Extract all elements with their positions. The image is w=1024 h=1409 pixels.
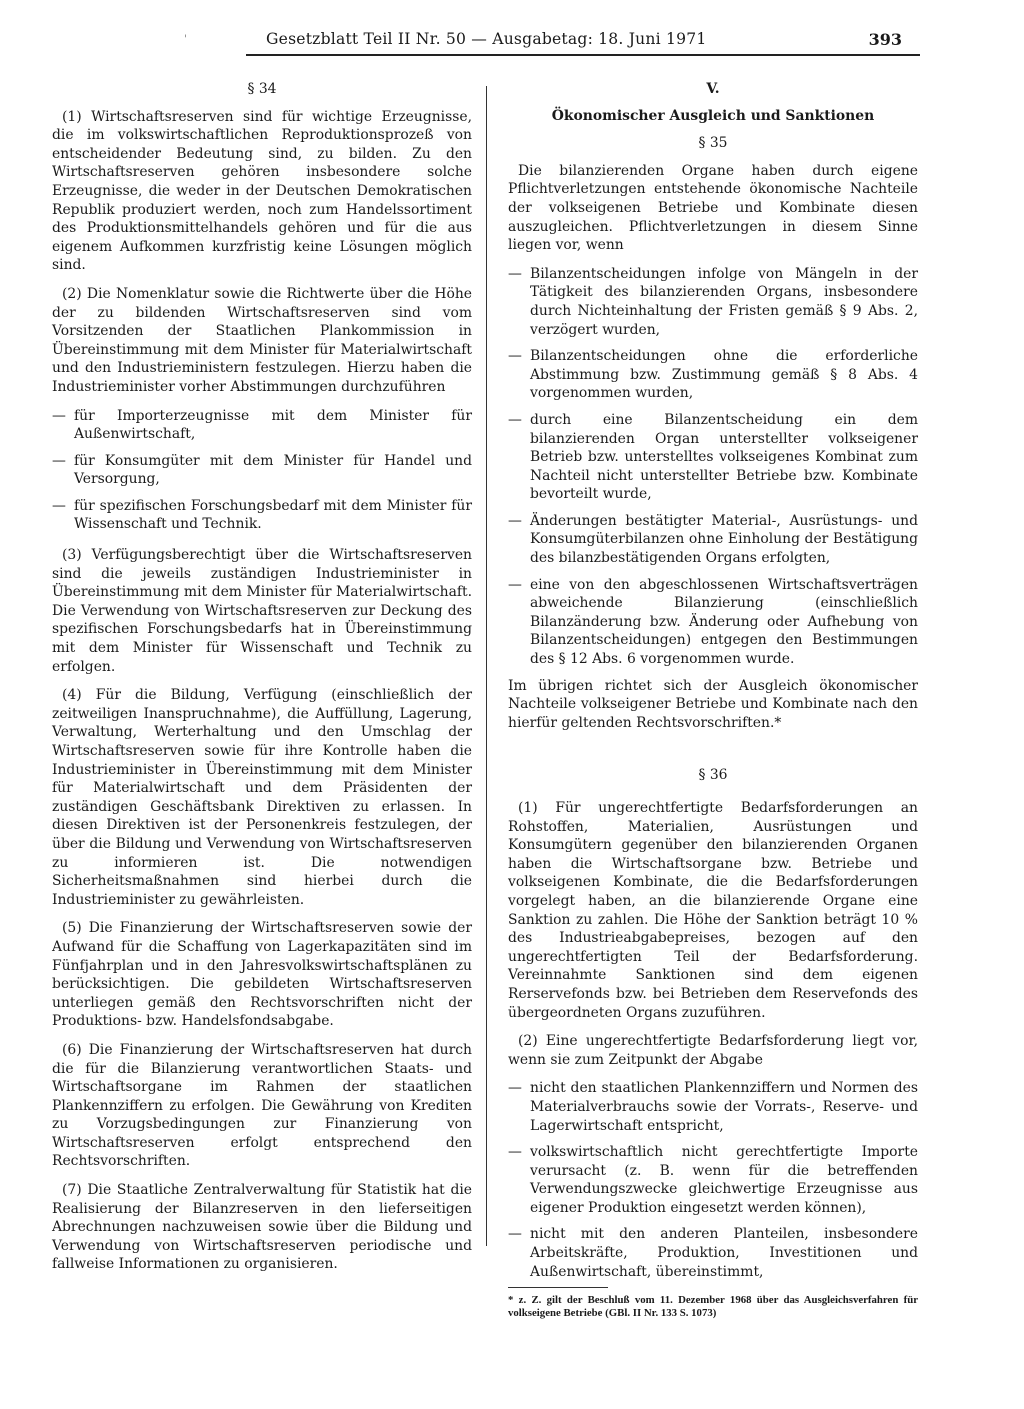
list-item xyxy=(52,452,472,489)
list-item-text: durch eine Bilanzentscheidung ein dem bilanzierenden Organ unterstellter volkseigener Betrieb bzw. unterstelltes volkseigenes Kombinat zum Nachteil nicht unterstellter Betriebe bzw. Kombinate bevorteilt wurde, xyxy=(530,411,918,503)
list-item-text: für Importerzeugnisse mit dem Minister für Außenwirtschaft, xyxy=(74,407,472,443)
list-item xyxy=(52,497,472,534)
section-35-heading: § 35 xyxy=(698,135,728,152)
s34-paragraph-4: (4) Für die Bildung, Verfügung (einschließlich der zeitweiligen Inanspruchnahme), die Auffüllung, Lagerung, Verwaltung, Werterhaltung und den Umschlag der Wirtschaftsreserven sowie für ihre Kontrolle haben die Industrieminister in Übereinstimmung mit dem Minister für Materialwirtschaft und dem Präsidenten der zuständigen Geschäftsbank Direktiven zu erlassen. In diesen Direktiven ist der Personenkreis festzulegen, der über die Bildung und Verwendung von Wirtschaftsreserven zu informieren ist. Die notwendigen Sicherheitsmaßnahmen sind hierbei durch die Industrieminister zu gewährleisten. xyxy=(52,687,472,908)
list-item xyxy=(52,407,472,444)
list-item xyxy=(508,1225,918,1281)
column-divider xyxy=(486,86,487,1246)
dash-marker: — xyxy=(508,1144,522,1161)
list-item xyxy=(508,512,918,568)
list-item-text: nicht mit den anderen Planteilen, insbesondere Arbeitskräfte, Produktion, Investitionen und Außenwirtschaft, übereinstimmt, xyxy=(530,1226,918,1280)
part-number: V. xyxy=(706,81,720,97)
list-item xyxy=(508,1079,918,1135)
footnote: * z. Z. gilt der Beschluß vom 11. Dezember 1968 über das Ausgleichsverfahren für volkseigene Betriebe (GBl. II Nr. 133 S. 1073) xyxy=(508,1294,918,1319)
dash-marker: — xyxy=(508,265,522,282)
list-item xyxy=(508,347,918,403)
dash-marker: — xyxy=(508,576,522,593)
dash-marker: — xyxy=(52,497,66,514)
left-column xyxy=(52,80,472,1284)
list-item-text: volkswirtschaftlich nicht gerechtfertigte Importe verursacht (z. B. wenn für die betreffenden Verwendungszwecke gleichwertige Erzeugnisse aus eigener Produktion eingesetzt werden können), xyxy=(530,1144,918,1216)
list-item-text: Bilanzentscheidungen infolge von Mängeln in der Tätigkeit des bilanzierenden Organs, insbesondere durch Nichteinhaltung der Fristen gemäß § 9 Abs. 2, verzögert wurden, xyxy=(530,265,918,338)
list-item-text: nicht den staatlichen Plankennziffern und Normen des Materialverbrauchs sowie der Vorrats-, Reserve- und Lagerwirtschaft entspricht, xyxy=(530,1080,918,1134)
s34-paragraph-6: (6) Die Finanzierung der Wirtschaftsreserven hat durch die für die Bilanzierung verantwortlichen Staats- und Wirtschaftsorgane im Rahmen der staatlichen Plankennziffern zu erfolgen. Die Gewährung von Krediten zu Vorzugsbedingungen zur Finanzierung von Wirtschaftsreserven erfolgt entsprechend den Rechtsvorschriften. xyxy=(52,1041,472,1170)
list-item xyxy=(508,1143,918,1217)
page-number: 393 xyxy=(868,30,902,49)
section-36-heading: § 36 xyxy=(698,767,728,784)
dash-marker: — xyxy=(508,348,522,365)
s36-paragraph-1: (1) Für ungerechtfertigte Bedarfsforderungen an Rohstoffen, Materialien, Ausrüstungen und Konsumgütern gegenüber den bilanzierenden Organen haben die Wirtschaftsorgane bzw. Betriebe und volkseigenen Kombinate, die die Bedarfsforderungen vorgelegt haben, an die bilanzierende Organe eine Sanktion zu zahlen. Die Höhe der Sanktion beträgt 10 % des Industrieabgabepreises, bezogen auf den ungerechtfertigten Teil der Bedarfsforderung. Vereinnahmte Sanktionen sind dem eigenen Rerservefonds bzw. bei Betrieben dem Reservefonds des übergeordneten Organs zuzuführen. xyxy=(508,800,918,1021)
list-item xyxy=(508,265,918,339)
spacer xyxy=(508,742,918,766)
list-item-text: Änderungen bestätigter Material-, Ausrüstungs- und Konsumgüterbilanzen ohne Einholung der Bestätigung des bilanzbestätigenden Organs erfolgten, xyxy=(530,512,918,567)
list-item-text: für Konsumgüter mit dem Minister für Handel und Versorgung, xyxy=(74,452,472,488)
footnote-rule xyxy=(508,1287,608,1288)
list-item-text: Bilanzentscheidungen ohne die erforderliche Abstimmung bzw. Zustimmung gemäß § 8 Abs. 4 vorgenommen wurden, xyxy=(530,348,918,402)
page-header xyxy=(246,30,902,54)
part-title: Ökonomischer Ausgleich und Sanktionen xyxy=(551,107,875,124)
dash-marker: — xyxy=(52,407,66,424)
section-34-heading: § 34 xyxy=(247,81,277,97)
dash-marker: — xyxy=(508,1226,522,1243)
dash-marker: — xyxy=(508,1080,522,1097)
s34-paragraph-3: (3) Verfügungsberechtigt über die Wirtschaftsreserven sind die jeweils zuständigen Industrieminister in Übereinstimmung mit dem Minister für Materialwirtschaft. Die Verwendung von Wirtschaftsreserven zur Deckung des spezifischen Forschungsbedarfs hat in Übereinstimmung mit dem Minister für Wissenschaft und Technik zu erfolgen. xyxy=(52,547,472,675)
s34-paragraph-1: (1) Wirtschaftsreserven sind für wichtige Erzeugnisse, die im volkswirtschaftlichen Reproduktionsprozeß von entscheidender Bedeutung sind, zu bilden. Zu den Wirtschaftsreserven gehören insbesondere solche Erzeugnisse, die weder in der Deutschen Demokratischen Republik produziert werden, noch zum Handelssortiment des Produktionsmittelhandels gehören und für die aus eigenem Aufkommen kurzfristig keine Lösungen möglich sind. xyxy=(52,108,472,274)
dash-marker: — xyxy=(508,411,522,428)
list-item-text: eine von den abgeschlossenen Wirtschaftsverträgen abweichende Bilanzierung (einschließlich Bilanzänderung bzw. Änderung oder Aufhebung von Bilanzentscheidungen) entgegen den Bestimmungen des § 12 Abs. 6 vorgenommen wurde. xyxy=(530,576,918,668)
dash-marker: — xyxy=(52,452,66,469)
header-title: Gesetzblatt Teil II Nr. 50 — Ausgabetag: 18. Juni 1971 xyxy=(266,30,707,48)
s34-paragraph-7: (7) Die Staatliche Zentralverwaltung für Statistik hat die Realisierung der Bilanzreserven in den lieferseitigen Abrechnungen nachzuweisen sowie über die Bildung und Verwendung von Wirtschaftsreserven periodische und fallweise Informationen zu organisieren. xyxy=(52,1182,472,1273)
s35-closing: Im übrigen richtet sich der Ausgleich ökonomischer Nachteile volkseigener Betriebe und Kombinate nach den hierfür geltenden Rechtsvorschriften.* xyxy=(508,677,918,731)
header-rule xyxy=(246,54,920,56)
s35-intro: Die bilanzierenden Organe haben durch eigene Pflichtverletzungen entstehende ökonomische Nachteile der volkseigenen Betriebe und Kombinate diesen auszugleichen. Pflichtverletzungen in diesem Sinne liegen vor, wenn xyxy=(508,162,918,254)
list-item xyxy=(508,411,918,504)
s34-paragraph-5: (5) Die Finanzierung der Wirtschaftsreserven sowie der Aufwand für die Schaffung von Lagerkapazitäten sind im Fünfjahrplan und in den Jahresvolkswirtschaftsplänen zu berücksichtigen. Die gebildeten Wirtschaftsreserven unterliegen gemäß den Rechtsvorschriften nicht der Produktions- bzw. Handelsfondsabgabe. xyxy=(52,920,472,1030)
s34-paragraph-2: (2) Die Nomenklatur sowie die Richtwerte über die Höhe der zu bildenden Wirtschaftsreserven sind vom Vorsitzenden der Staatlichen Plankommission in Übereinstimmung mit dem Minister für Materialwirtschaft und den Industrieministern festzulegen. Hierzu haben die Industrieminister vorher Abstimmungen durchzuführen xyxy=(52,285,472,395)
right-column xyxy=(508,80,918,1289)
s36-paragraph-2: (2) Eine ungerechtfertigte Bedarfsforderung liegt vor, wenn sie zum Zeitpunkt der Abgabe xyxy=(508,1033,918,1068)
list-item-text: für spezifischen Forschungsbedarf mit dem Minister für Wissenschaft und Technik. xyxy=(74,497,472,533)
list-item xyxy=(508,576,918,669)
scan-mark: ' xyxy=(184,34,187,45)
dash-marker: — xyxy=(508,512,522,529)
